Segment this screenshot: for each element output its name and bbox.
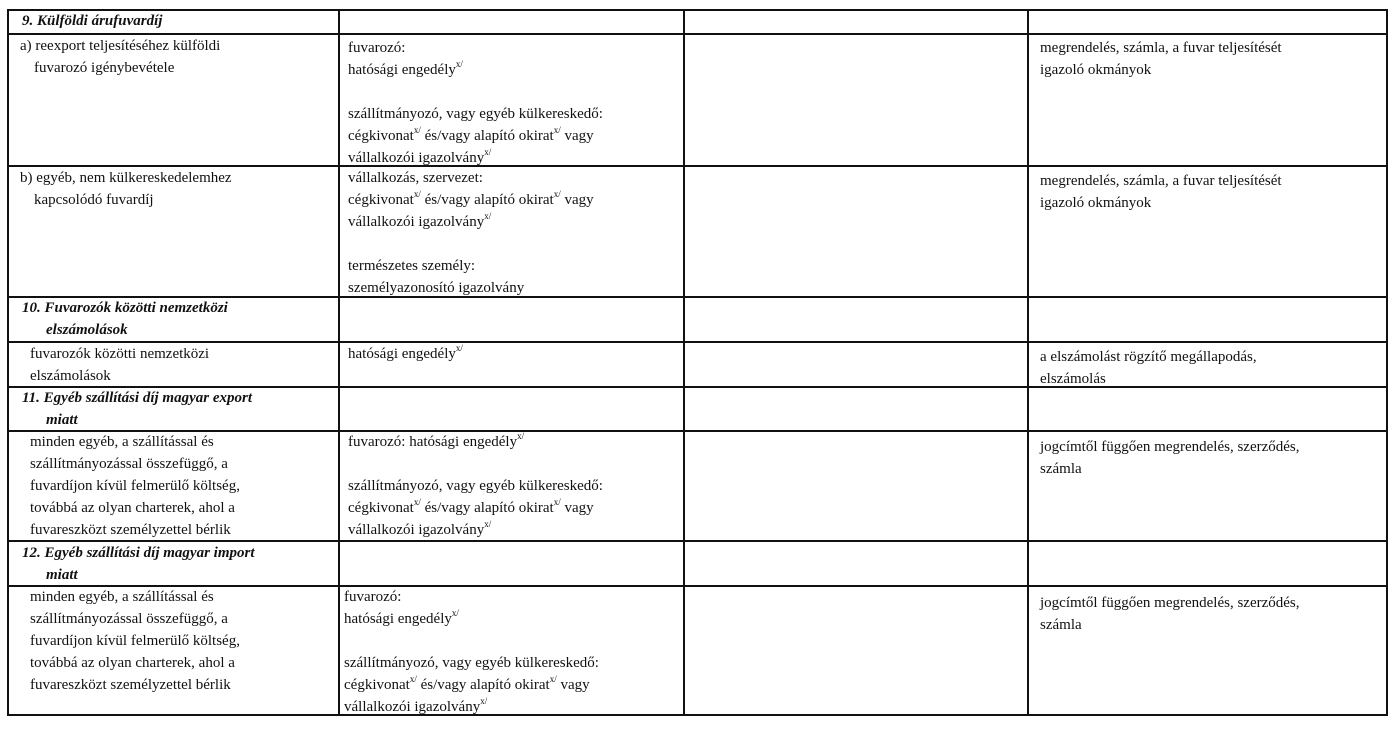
- table-border-top: [7, 9, 1388, 11]
- row-10-description: fuvarozók közötti nemzetközi elszámolások: [30, 346, 210, 384]
- section-heading-11: 11. Egyéb szállítási díj magyar export miatt: [22, 390, 253, 428]
- column-divider-3: [1027, 9, 1029, 716]
- row-9b-documents: vállalkozás, szervezet: cégkivonat$^{x/}$ és/vagy alapító okirat$^{x/}$ vagy vállalkozói igazolvány$^{x/}$ természetes személy: személyazonosító igazolvány: [348, 170, 594, 296]
- row-11-description: minden egyéb, a szállítással és szállítmányozással összefüggő, a fuvardíjon kívül felmerülő költség, továbbá az olyan charterek, ahol a fuvareszközt személyzettel bérlik: [30, 434, 240, 538]
- row-10-proof: a elszámolást rögzítő megállapodás, elszámolás: [1040, 349, 1257, 387]
- row-11-proof: jogcímtől függően megrendelés, szerződés, számla: [1040, 439, 1300, 477]
- row-9a-description: a) reexport teljesítéséhez külföldi fuvarozó igénybevétele: [20, 38, 221, 76]
- table-border-right: [1386, 9, 1388, 716]
- row-9b-description: b) egyéb, nem külkereskedelemhez kapcsolódó fuvardíj: [20, 170, 232, 208]
- row-12-proof: jogcímtől függően megrendelés, szerződés, számla: [1040, 595, 1300, 633]
- row-9a-documents: fuvarozó: hatósági engedély$^{x/}$ szállítmányozó, vagy egyéb külkereskedő: cégkivonat$^{x/}$ és/vagy alapító okirat$^{x/}$ vagy vállalkozói igazolvány$^{x/}$: [348, 40, 603, 166]
- row-12-description: minden egyéb, a szállítással és szállítmányozással összefüggő, a fuvardíjon kívül felmerülő költség, továbbá az olyan charterek, ahol a fuvareszközt személyzettel bérlik: [30, 589, 240, 693]
- row-12-documents: fuvarozó: hatósági engedély$^{x/}$ szállítmányozó, vagy egyéb külkereskedő: cégkivonat$^{x/}$ és/vagy alapító okirat$^{x/}$ vagy vállalkozói igazolvány$^{x/}$: [344, 589, 599, 715]
- row-divider: [7, 341, 1388, 343]
- row-9b-proof: megrendelés, számla, a fuvar teljesítését igazoló okmányok: [1040, 173, 1282, 211]
- section-heading-10: 10. Fuvarozók közötti nemzetközi elszámolások: [22, 300, 228, 338]
- row-9a-proof: megrendelés, számla, a fuvar teljesítését igazoló okmányok: [1040, 40, 1282, 78]
- row-11-documents: fuvarozó: hatósági engedély$^{x/}$ szállítmányozó, vagy egyéb külkereskedő: cégkivonat$^{x/}$ és/vagy alapító okirat$^{x/}$ vagy vállalkozói igazolvány$^{x/}$: [348, 431, 603, 538]
- section-heading-9: 9. Külföldi árufuvardíj: [22, 13, 163, 29]
- column-divider-1: [338, 9, 340, 716]
- row-10-documents: hatósági engedély$^{x/}$: [348, 343, 463, 362]
- section-heading-12: 12. Egyéb szállítási díj magyar import miatt: [22, 545, 255, 583]
- table-border-left: [7, 9, 9, 716]
- column-divider-2: [683, 9, 685, 716]
- table-border-bottom: [7, 714, 1388, 716]
